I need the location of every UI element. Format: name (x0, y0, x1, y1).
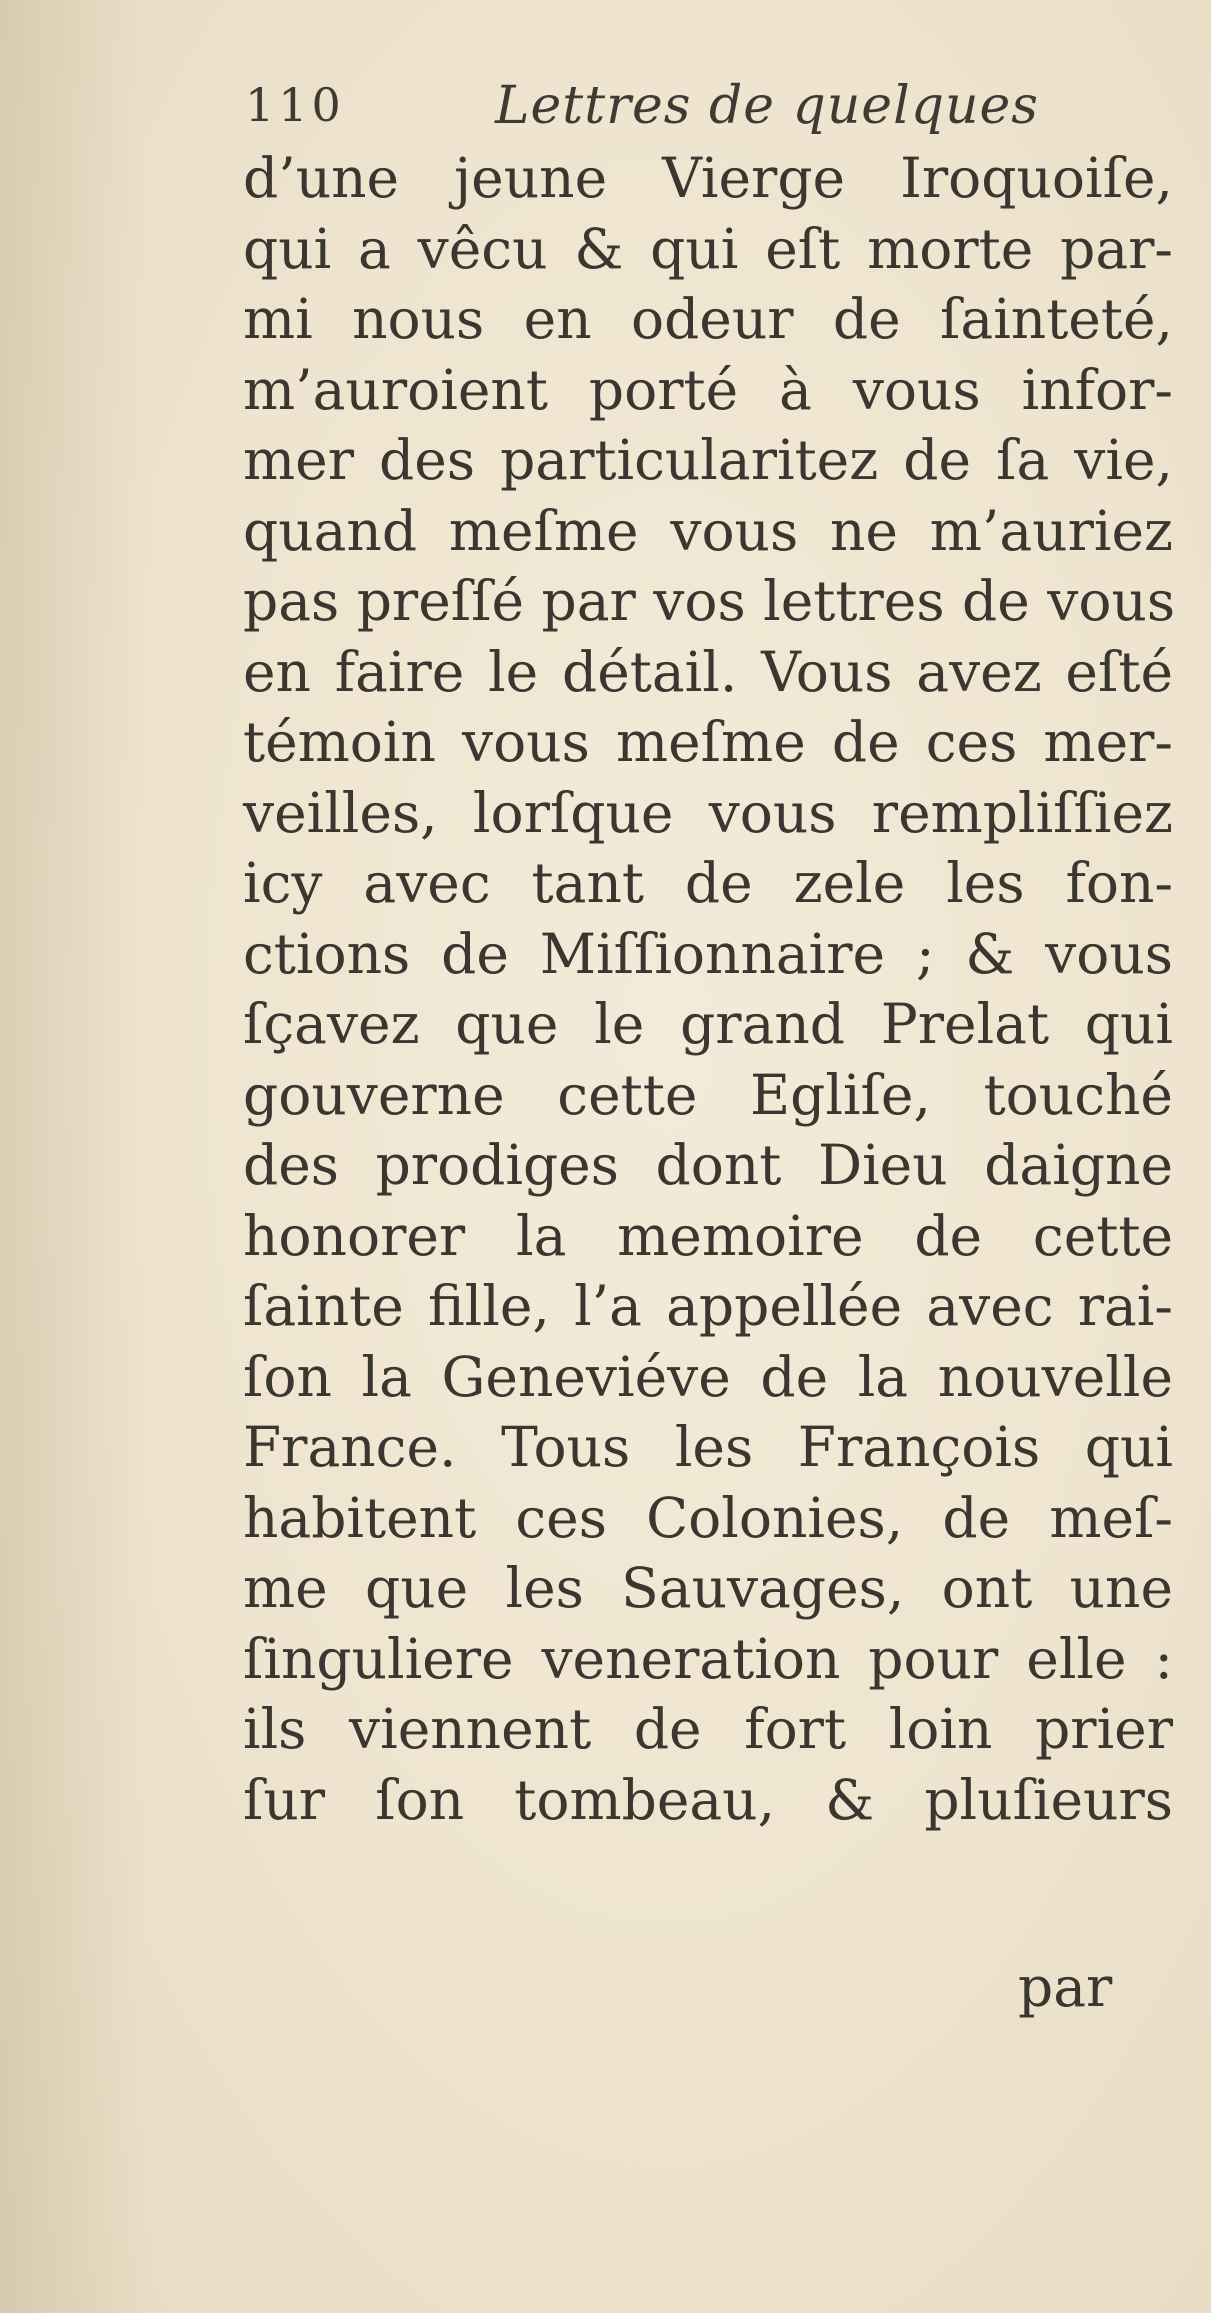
text-line: France. Tous les François qui (243, 1415, 1173, 1479)
text-line: quand meſme vous ne m’auriez (243, 498, 1173, 563)
text-line: icy avec tant de zele les fon- (243, 851, 1173, 915)
text-line: des prodiges dont Dieu daigne (243, 1133, 1173, 1197)
text-line: ſur ſon tombeau, & pluſieurs (243, 1767, 1173, 1832)
text-line: en faire le détail. Vous avez eſté (243, 639, 1173, 704)
page-number: 110 (245, 78, 345, 132)
text-line: mer des particularitez de ſa vie, (243, 428, 1173, 492)
page-gutter-shadow (0, 0, 150, 2313)
text-line: ſainte fille, l’a appellée avec rai- (243, 1274, 1173, 1338)
page-header (245, 78, 1145, 148)
text-line: veilles, lorſque vous rempliſſiez (243, 780, 1173, 845)
text-line: ſon la Geneviéve de la nouvelle (243, 1344, 1173, 1409)
text-line: honorer la memoire de cette (243, 1203, 1173, 1268)
catchword: par (1018, 1955, 1113, 2019)
text-line: ſçavez que le grand Prelat qui (243, 992, 1173, 1056)
text-line: d’une jeune Vierge Iroquoiſe, (243, 146, 1173, 210)
text-line: me que les Sauvages, ont une (243, 1556, 1173, 1620)
text-line: habitent ces Colonies, de meſ- (243, 1485, 1173, 1550)
text-line: ctions de Miſſionnaire ; & vous (243, 921, 1173, 986)
running-head: Lettres de quelques (495, 76, 1039, 136)
text-line: mi nous en odeur de ſainteté, (243, 287, 1173, 351)
text-line: m’auroient porté à vous infor- (243, 357, 1173, 422)
text-line: pas preſſé par vos lettres de vous (243, 569, 1176, 633)
text-line: qui a vêcu & qui eſt morte par- (243, 216, 1173, 281)
text-line: gouverne cette Egliſe, touché (243, 1062, 1173, 1127)
text-line: ſinguliere veneration pour elle : (243, 1626, 1173, 1691)
text-line: témoin vous meſme de ces mer- (243, 710, 1173, 774)
body-text (243, 143, 1176, 1835)
text-line: ils viennent de fort loin prier (243, 1697, 1173, 1761)
